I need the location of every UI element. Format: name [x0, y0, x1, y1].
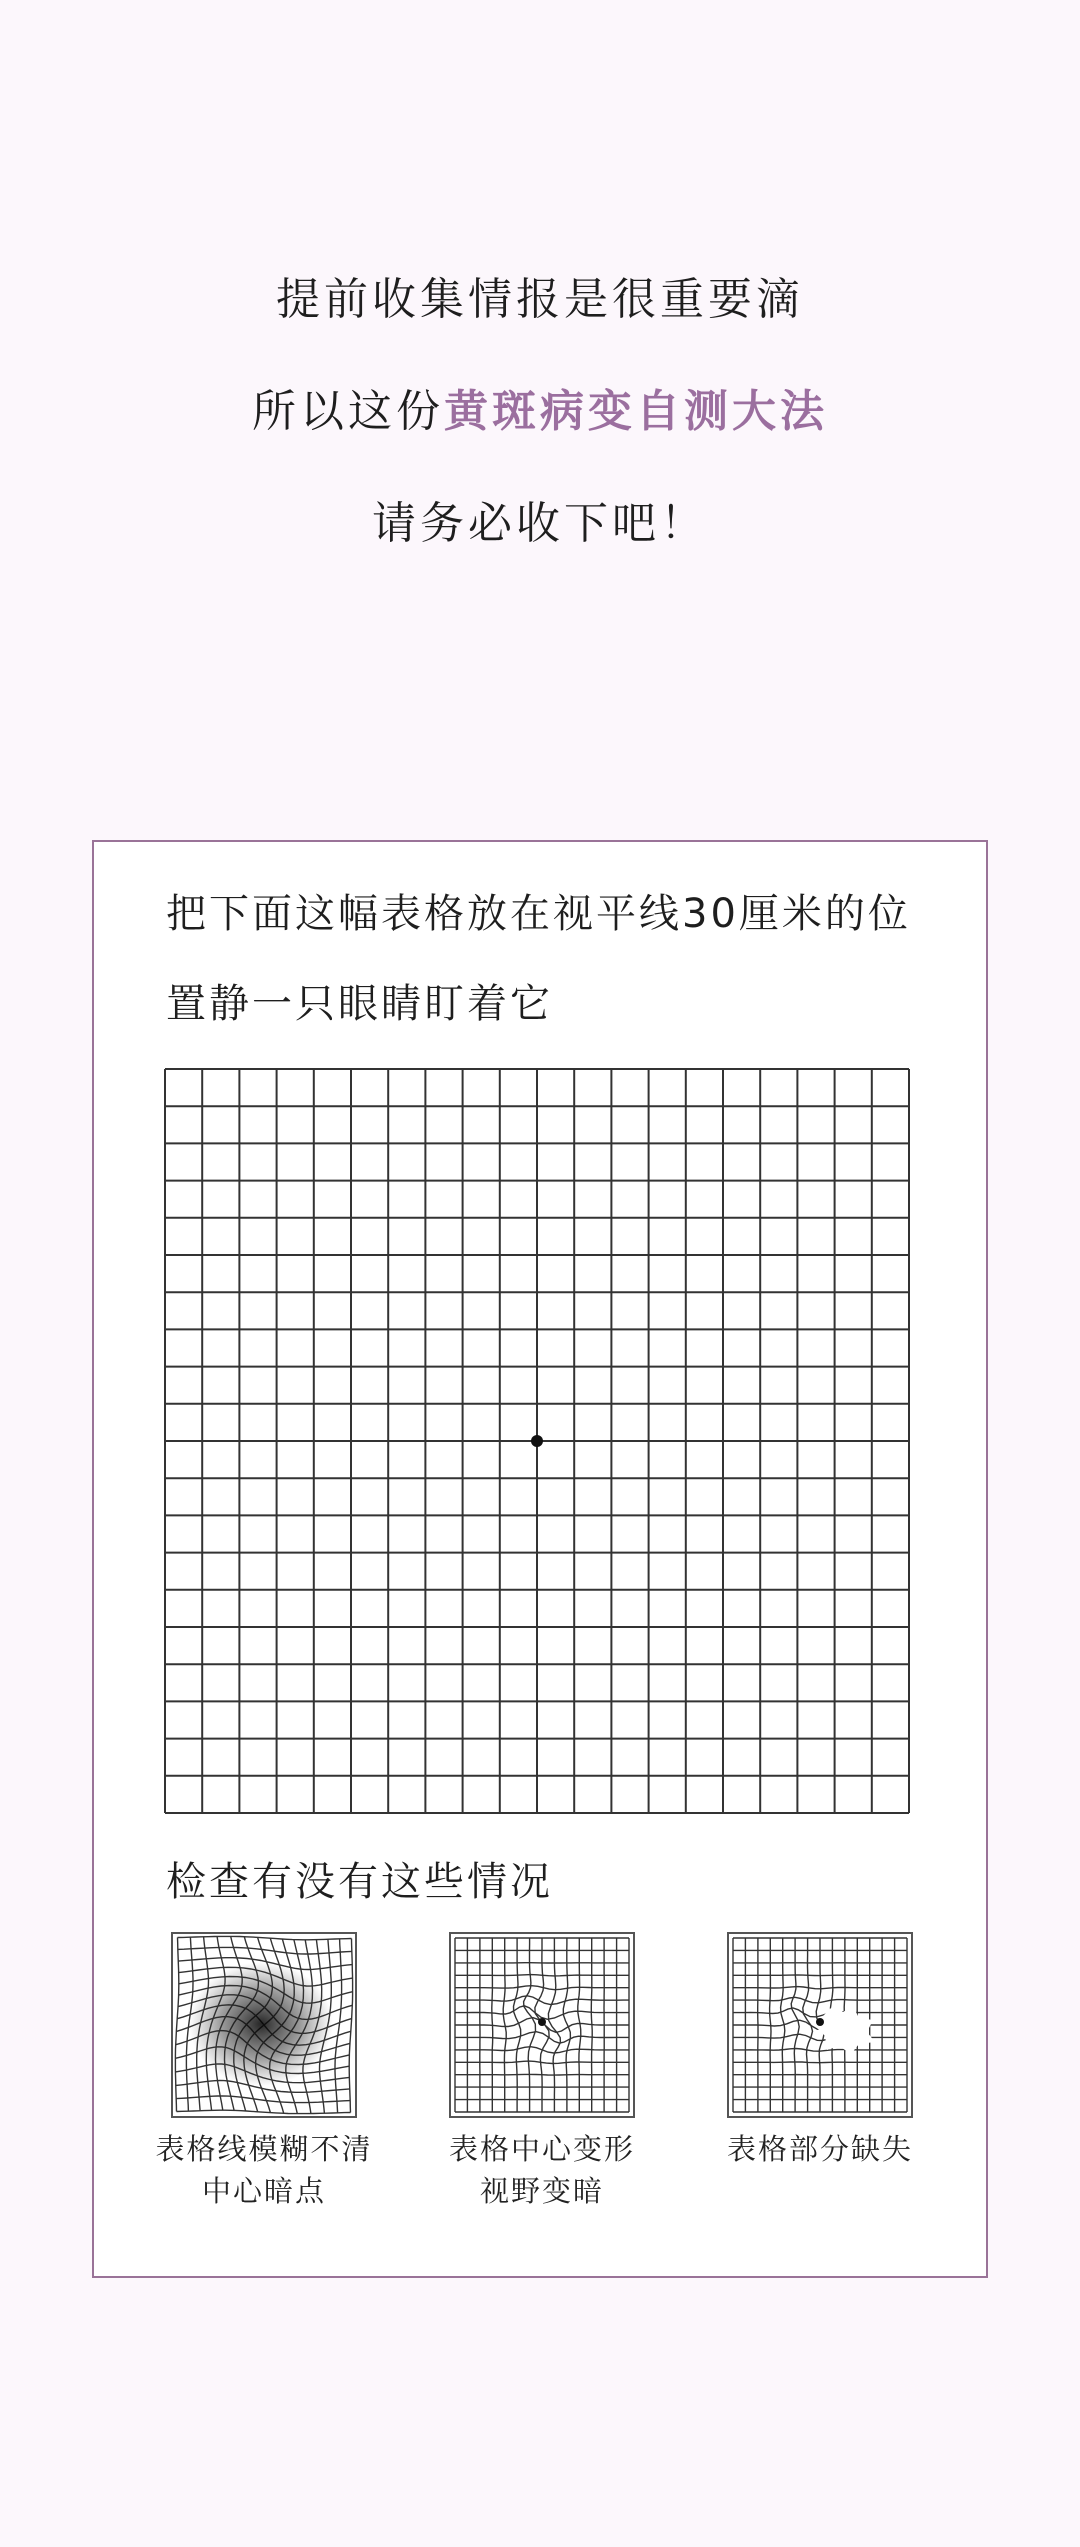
intro-line-1: 提前收集情报是很重要滴: [276, 274, 804, 325]
intro-line-2-prefix: 所以这份: [252, 386, 444, 437]
caption-line: 表格中心变形: [448, 2132, 635, 2166]
amsler-grid: [162, 1066, 912, 1816]
caption-line: 表格部分缺失: [726, 2132, 913, 2166]
caption-line: 视野变暗: [479, 2174, 604, 2208]
caption-line: 表格线模糊不清: [155, 2132, 373, 2166]
grid-line: [733, 2062, 907, 2063]
example-blurry: [124, 1932, 404, 2212]
intro-line-2: [0, 382, 1080, 442]
intro-highlight-text: 黄斑病变自测大法: [444, 386, 828, 437]
center-dot: [531, 1435, 543, 1447]
example-missing: [680, 1932, 960, 2170]
instruction-line-2: 置静一只眼睛盯着它: [166, 981, 553, 1027]
center-dot: [538, 2018, 546, 2026]
center-dot: [816, 2018, 824, 2026]
dark-spot: [189, 1962, 333, 2086]
example-blurry-caption: [124, 2128, 404, 2212]
instruction-line-1: 把下面这幅表格放在视平线30厘米的位: [166, 891, 911, 937]
missing-grid-icon: [727, 1932, 913, 2118]
check-title: 检查有没有这些情况: [166, 1859, 553, 1905]
example-distorted-caption: [402, 2128, 682, 2212]
intro-line-3: 请务必收下吧！: [372, 498, 708, 549]
caption-line: 中心暗点: [201, 2174, 326, 2208]
grid-line: [591, 1938, 592, 2112]
example-missing-caption: [680, 2128, 960, 2170]
distorted-grid-icon: [449, 1932, 635, 2118]
grid-line: [455, 2074, 629, 2075]
example-distorted: [402, 1932, 682, 2212]
self-test-card: [92, 840, 988, 2278]
blurry-grid-icon: [171, 1932, 357, 2118]
